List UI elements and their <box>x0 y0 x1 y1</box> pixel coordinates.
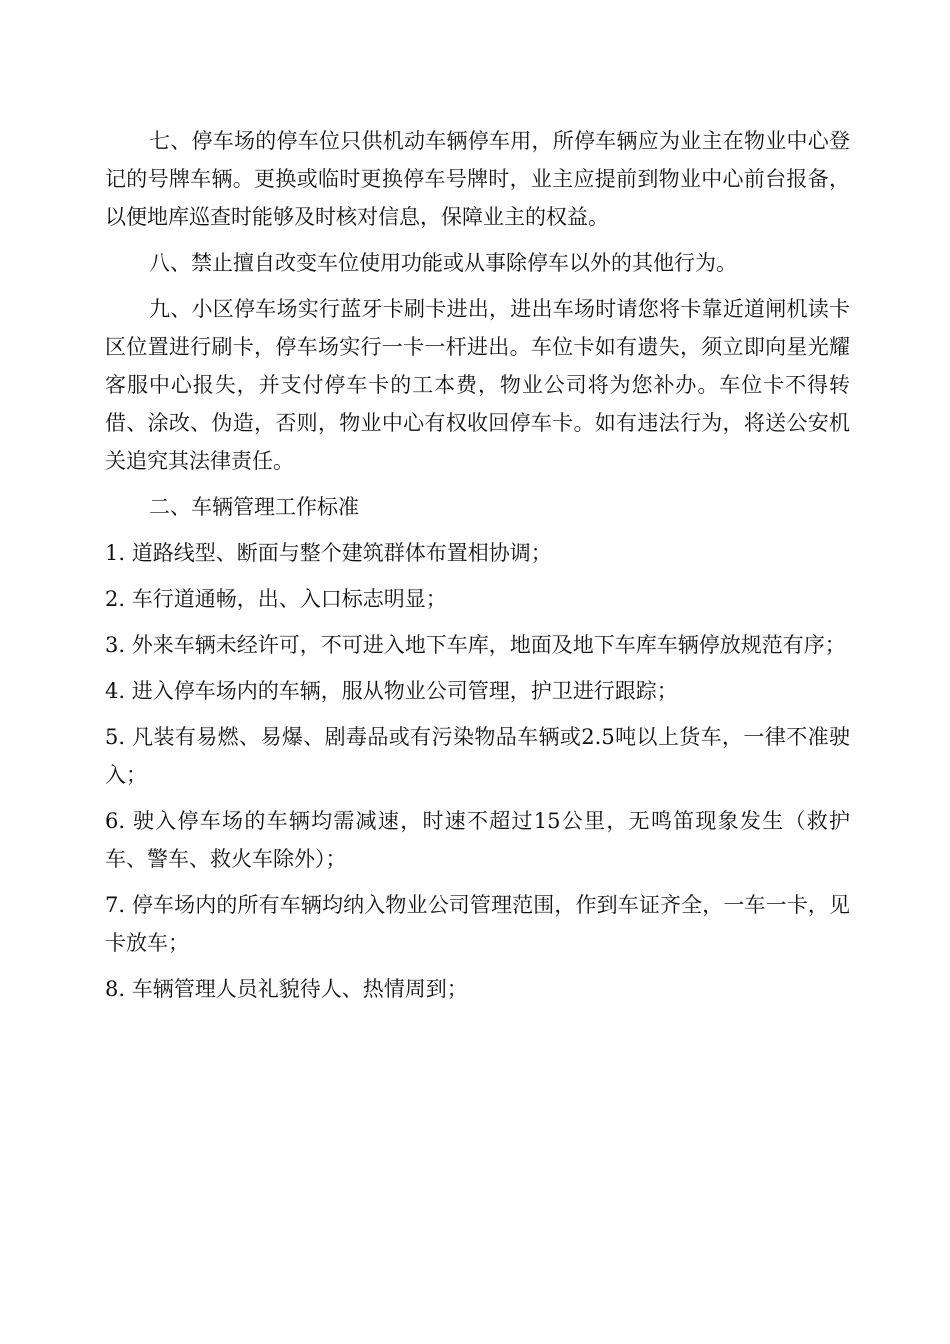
paragraph-rule-7: 七、停车场的停车位只供机动车辆停车用，所停车辆应为业主在物业中心登记的号牌车辆。更换或临时更换停车号牌时，业主应提前到物业中心前台报备，以便地库巡查时能够及时核对信息，保障业主的权益。 <box>105 129 850 229</box>
paragraph-rule-9: 九、小区停车场实行蓝牙卡刷卡进出，进出车场时请您将卡靠近道闸机读卡区位置进行刷卡，停车场实行一卡一杆进出。车位卡如有遗失，须立即向星光耀客服中心报失，并支付停车卡的工本费，物业公司将为您补办。车位卡不得转借、涂改、伪造，否则，物业中心有权收回停车卡。如有违法行为，将送公安机关追究其法律责任。 <box>105 297 850 473</box>
list-item: 4. 进入停车场内的车辆，服从物业公司管理，护卫进行跟踪； <box>105 679 678 703</box>
standards-list <box>105 534 850 1008</box>
list-item: 1. 道路线型、断面与整个建筑群体布置相协调； <box>105 541 552 565</box>
list-item: 3. 外来车辆未经许可，不可进入地下车库，地面及地下车库车辆停放规范有序； <box>105 633 846 657</box>
list-item: 8. 车辆管理人员礼貌待人、热情周到； <box>105 977 468 1001</box>
list-item: 5. 凡装有易燃、易爆、剧毒品或有污染物品车辆或2.5吨以上货车，一律不准驶入； <box>105 725 850 787</box>
list-item: 6. 驶入停车场的车辆均需减速，时速不超过15公里，无鸣笛现象发生（救护车、警车、救火车除外）； <box>105 809 850 871</box>
list-item: 2. 车行道通畅，出、入口标志明显； <box>105 587 447 611</box>
paragraph-rule-8: 八、禁止擅自改变车位使用功能或从事除停车以外的其他行为。 <box>149 251 737 275</box>
section-heading: 二、车辆管理工作标准 <box>149 495 359 519</box>
document-body <box>105 122 850 1016</box>
list-item: 7. 停车场内的所有车辆均纳入物业公司管理范围，作到车证齐全，一车一卡，见卡放车； <box>105 893 850 955</box>
